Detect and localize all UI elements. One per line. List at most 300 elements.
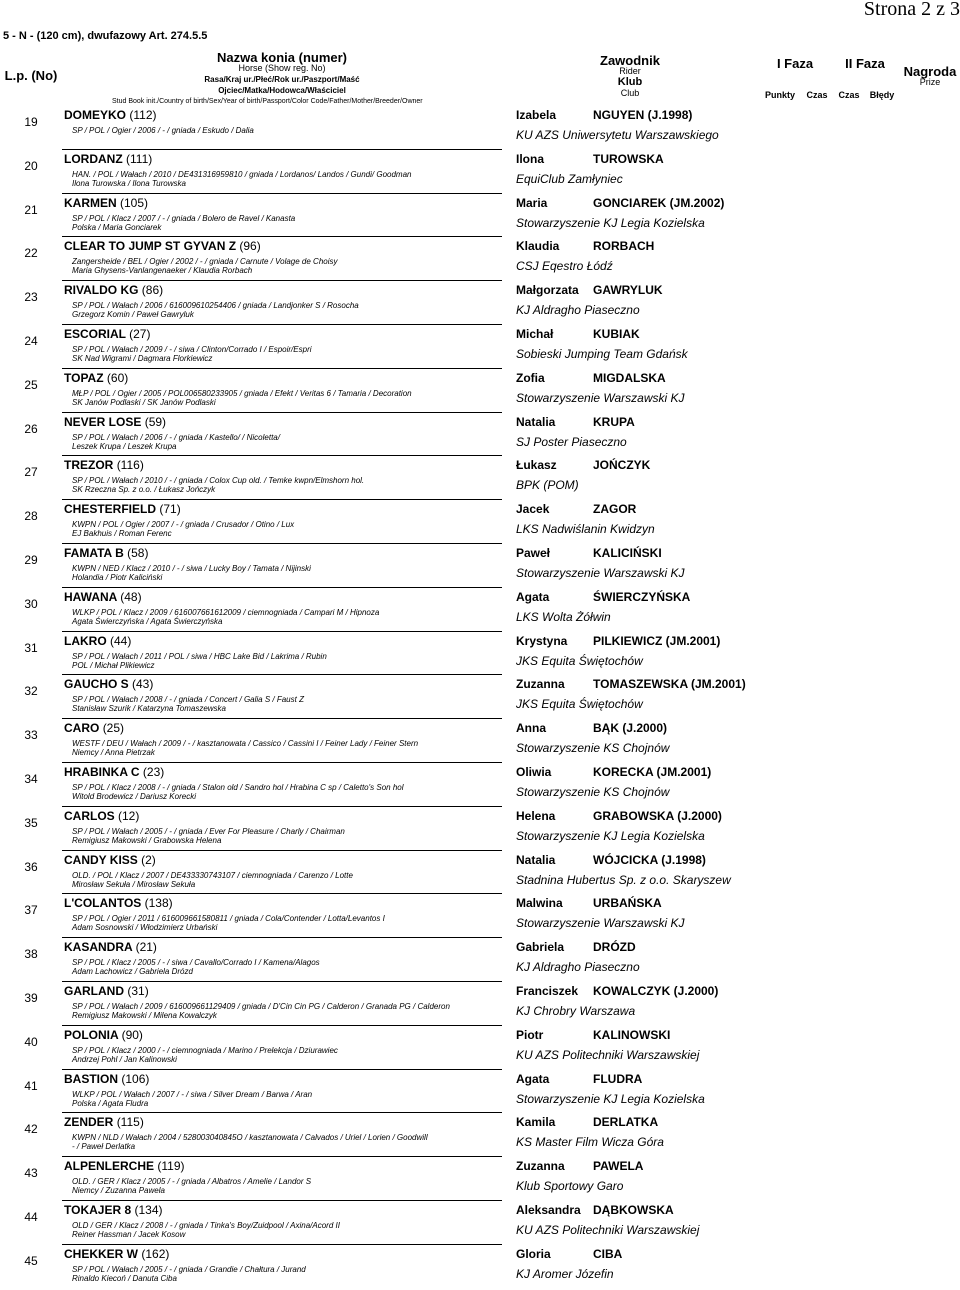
- horse-name-text: ALPENLERCHE: [64, 1159, 155, 1173]
- entry-row: [0, 195, 960, 239]
- rider-first-name: Natalia: [516, 415, 556, 429]
- horse-details: [72, 170, 502, 188]
- rider-first-name: Agata: [516, 590, 550, 604]
- horse-number: (12): [118, 809, 140, 823]
- rider-first-name: Gloria: [516, 1247, 551, 1261]
- horse-details-line2: Rinaldo Kiecoń / Danuta Ciba: [72, 1274, 177, 1283]
- entry-row: [0, 939, 960, 983]
- horse-header-title: Nazwa konia (numer): [216, 50, 348, 65]
- horse-details-line1: SP / POL / Ogier / 2006 / - / gniada / Eskudo / Dalia: [72, 126, 254, 135]
- horse-name-text: CLEAR TO JUMP ST GYVAN Z: [64, 239, 237, 253]
- horse-name: [64, 196, 148, 210]
- entry-number: 42: [24, 1122, 38, 1136]
- horse-details: [72, 1002, 502, 1020]
- horse-details-line2: SK Nad Wigrami / Dagmara Florkiewicz: [72, 354, 213, 363]
- row-divider: [62, 368, 502, 369]
- row-divider: [62, 1069, 502, 1070]
- horse-name: [64, 458, 144, 472]
- horse-name: [64, 809, 139, 823]
- rider-first-name: Gabriela: [516, 940, 565, 954]
- row-divider: [62, 1200, 502, 1201]
- horse-name: [64, 1028, 143, 1042]
- row-divider: [62, 149, 502, 150]
- row-divider: [62, 587, 502, 588]
- horse-name: [64, 940, 157, 954]
- entry-row: [0, 1158, 960, 1202]
- horse-name: [64, 677, 153, 691]
- entry-row: [0, 238, 960, 282]
- lp-header-label: L.p. (No): [4, 68, 58, 83]
- row-divider: [62, 850, 502, 851]
- horse-number: (27): [129, 327, 151, 341]
- entry-row: [0, 370, 960, 414]
- rider-first-name: Aleksandra: [516, 1203, 581, 1217]
- horse-name: [64, 590, 142, 604]
- entry-number: 22: [24, 246, 38, 260]
- rider-first-name: Klaudia: [516, 239, 560, 253]
- horse-details-line2: SK Janów Podlaski / SK Janów Podlaski: [72, 398, 216, 407]
- entry-row: [0, 501, 960, 545]
- horse-details-line2: Leszek Krupa / Leszek Krupa: [72, 442, 177, 451]
- rider-last-name: PAWELA: [593, 1159, 644, 1173]
- horse-details: [72, 476, 502, 494]
- horse-name-text: KARMEN: [64, 196, 117, 210]
- horse-details: [72, 345, 502, 363]
- horse-header-line3: Ojciec/Matka/Hodowca/Właściciel: [218, 86, 346, 95]
- rider-first-name: Paweł: [516, 546, 551, 560]
- phase2-label: II Faza: [845, 56, 885, 71]
- horse-name-text: GAUCHO S: [64, 677, 129, 691]
- horse-name: [64, 152, 152, 166]
- horse-details-line1: SP / POL / Wałach / 2005 / - / gniada / Grandie / Chałtura / Jurand: [72, 1265, 306, 1274]
- rider-club: JKS Equita Świętochów: [516, 697, 643, 711]
- horse-details-line2: Mirosław Sekuła / Mirosław Sekuła: [72, 880, 196, 889]
- horse-details-line2: Niemcy / Zuzanna Pawela: [72, 1186, 165, 1195]
- horse-details-line1: KWPN / NLD / Wałach / 2004 / 528003040845O / kasztanowata / Calvados / Uriel / Lorien / Goodwill: [72, 1133, 428, 1142]
- horse-details-line1: WLKP / POL / Wałach / 2007 / - / siwa / Silver Dream / Barwa / Aran: [72, 1090, 313, 1099]
- horse-number: (116): [116, 458, 144, 472]
- rider-club: Stowarzyszenie KJ Legia Kozielska: [516, 1092, 705, 1106]
- rider-first-name: Zofia: [516, 371, 545, 385]
- horse-name: [64, 108, 156, 122]
- horse-name-text: CANDY KISS: [64, 853, 138, 867]
- entry-number: 37: [24, 903, 38, 917]
- rider-first-name: Zuzanna: [516, 1159, 565, 1173]
- row-divider: [62, 543, 502, 544]
- row-divider: [62, 499, 502, 500]
- rider-club: KU AZS Politechniki Warszawskiej: [516, 1048, 700, 1062]
- entry-row: [0, 545, 960, 589]
- row-divider: [62, 981, 502, 982]
- rider-club: EquiClub Zamłyniec: [516, 172, 623, 186]
- horse-details-line1: KWPN / POL / Ogier / 2007 / - / gniada / Crusador / Otino / Lux: [72, 520, 295, 529]
- rider-last-name: RORBACH: [593, 239, 655, 253]
- horse-details-line2: Polska / Maria Gonciarek: [72, 223, 162, 232]
- horse-number: (21): [135, 940, 157, 954]
- rider-last-name: JOŃCZYK: [593, 458, 651, 472]
- rider-club: JKS Equita Świętochów: [516, 654, 643, 668]
- entry-number: 24: [24, 334, 38, 348]
- rider-club: Stowarzyszenie Warszawski KJ: [516, 566, 685, 580]
- horse-name-text: CHEKKER W: [64, 1247, 138, 1261]
- row-divider: [62, 631, 502, 632]
- rider-club: Stowarzyszenie KJ Legia Kozielska: [516, 829, 705, 843]
- rider-last-name: WÓJCICKA (J.1998): [593, 853, 706, 867]
- entry-number: 19: [24, 115, 38, 129]
- entry-number: 21: [24, 203, 38, 217]
- horse-number: (86): [141, 283, 164, 297]
- horse-name: [64, 239, 261, 253]
- entry-row: [0, 457, 960, 501]
- horse-details-line2: Adam Sosnowski / Włodzimierz Urbański: [72, 923, 218, 932]
- entry-row: [0, 1202, 960, 1246]
- club-header-title: Klub: [617, 76, 643, 88]
- horse-name: [64, 634, 131, 648]
- horse-details: [72, 914, 502, 932]
- horse-details-line1: KWPN / NED / Klacz / 2010 / - / siwa / Lucky Boy / Tamata / Nijinski: [72, 564, 311, 573]
- rider-last-name: DERLATKA: [593, 1115, 659, 1129]
- rider-first-name: Piotr: [516, 1028, 544, 1042]
- rider-last-name: KRUPA: [593, 415, 635, 429]
- rider-last-name: KOWALCZYK (J.2000): [593, 984, 719, 998]
- rider-first-name: Jacek: [516, 502, 550, 516]
- horse-number: (31): [127, 984, 149, 998]
- entry-row: [0, 764, 960, 808]
- rider-last-name: NGUYEN (J.1998): [593, 108, 693, 122]
- horse-name: [64, 853, 156, 867]
- page-number: Strona 2 z 3: [863, 0, 960, 20]
- horse-details-line1: SP / POL / Wałach / 2005 / - / gniada / Ever For Pleasure / Charly / Chairman: [72, 827, 345, 836]
- rider-club: LKS Nadwiślanin Kwidzyn: [516, 522, 655, 536]
- horse-details-line1: WLKP / POL / Klacz / 2009 / 616007661612009 / ciemnogniada / Campari M / Hipnoza: [72, 608, 380, 617]
- rider-club: BPK (POM): [516, 478, 579, 492]
- rider-last-name: GAWRYLUK: [593, 283, 663, 297]
- horse-details: [72, 257, 502, 275]
- row-divider: [62, 1025, 502, 1026]
- entry-number: 33: [24, 728, 38, 742]
- horse-number: (60): [106, 371, 129, 385]
- czas1-label: Czas: [806, 90, 828, 100]
- rider-last-name: DRÓZD: [593, 940, 636, 954]
- horse-name-text: HRABINKA C: [64, 765, 140, 779]
- horse-details: [72, 608, 502, 626]
- phase2-header: [832, 58, 898, 69]
- rider-club: Stowarzyszenie KS Chojnów: [516, 785, 670, 799]
- horse-details-line1: SP / POL / Wałach / 2006 / 616009610254406 / gniada / Landjonker S / Rosocha: [72, 301, 359, 310]
- prize-title: Nagroda: [903, 64, 957, 79]
- horse-number: (44): [110, 634, 132, 648]
- rider-last-name: TUROWSKA: [593, 152, 664, 166]
- rider-last-name: GRABOWSKA (J.2000): [593, 809, 722, 823]
- horse-details: [72, 520, 502, 538]
- horse-details: [72, 214, 502, 232]
- rider-first-name: Ilona: [516, 152, 545, 166]
- row-divider: [62, 412, 502, 413]
- horse-name-text: L'COLANTOS: [64, 896, 142, 910]
- horse-name-text: KASANDRA: [64, 940, 133, 954]
- horse-number: (111): [126, 152, 153, 166]
- horse-details-line1: SP / POL / Klacz / 2000 / - / ciemnogniada / Marino / Prelekcja / Dziurawiec: [72, 1046, 338, 1055]
- entry-row: [0, 1071, 960, 1115]
- horse-details-line1: OLD. / GER / Klacz / 2005 / - / gniada / Albatros / Amelie / Landor S: [72, 1177, 312, 1186]
- bledy-label: Błędy: [869, 90, 895, 100]
- horse-details-line2: Grzegorz Komin / Paweł Gawryluk: [72, 310, 194, 319]
- horse-name: [64, 371, 128, 385]
- horse-header: [62, 52, 502, 107]
- horse-name-text: POLONIA: [64, 1028, 119, 1042]
- entry-number: 27: [24, 465, 38, 479]
- entry-number: 41: [24, 1079, 38, 1093]
- rider-club: Klub Sportowy Garo: [516, 1179, 624, 1193]
- entry-row: [0, 151, 960, 195]
- horse-details-line2: Niemcy / Anna Pietrzak: [72, 748, 155, 757]
- horse-number: (25): [102, 721, 125, 735]
- horse-name: [64, 1115, 144, 1129]
- horse-details: [72, 1133, 502, 1151]
- horse-name: [64, 1072, 149, 1086]
- horse-name: [64, 1159, 184, 1173]
- rider-last-name: URBAŃSKA: [593, 896, 662, 910]
- row-divider: [62, 893, 502, 894]
- entry-number: 45: [24, 1254, 38, 1268]
- horse-name-text: LAKRO: [64, 634, 107, 648]
- horse-name: [64, 415, 166, 429]
- rider-last-name: DĄBKOWSKA: [593, 1203, 674, 1217]
- horse-number: (119): [157, 1159, 185, 1173]
- horse-number: (58): [127, 546, 149, 560]
- horse-details: [72, 1046, 502, 1064]
- entry-number: 23: [24, 290, 38, 304]
- entry-row: [0, 282, 960, 326]
- rider-last-name: ŚWIERCZYŃSKA: [593, 590, 691, 604]
- entry-row: [0, 326, 960, 370]
- punkty-label: Punkty: [764, 90, 795, 100]
- horse-number: (59): [144, 415, 167, 429]
- rider-first-name: Helena: [516, 809, 556, 823]
- horse-name: [64, 327, 150, 341]
- rider-club: KJ Aldragho Piaseczno: [516, 303, 640, 317]
- horse-details: [72, 1090, 502, 1108]
- entry-number: 26: [24, 422, 38, 436]
- rider-last-name: GONCIAREK (JM.2002): [593, 196, 725, 210]
- rider-club: Stowarzyszenie Warszawski KJ: [516, 391, 685, 405]
- rider-club: KJ Aromer Józefin: [516, 1267, 614, 1281]
- rider-last-name: PILKIEWICZ (JM.2001): [593, 634, 721, 648]
- entry-row: [0, 983, 960, 1027]
- horse-details-line1: WESTF / DEU / Wałach / 2009 / - / kasztanowata / Cassico / Cassini I / Feiner Lady / Feiner Stern: [72, 739, 419, 748]
- horse-details-line1: OLD / GER / Klacz / 2008 / - / gniada / Tinka's Boy/Zuidpool / Axina/Acord II: [72, 1221, 340, 1230]
- bledy-header: [864, 88, 900, 101]
- horse-details: [72, 389, 502, 407]
- horse-details-line2: Witold Brodewicz / Dariusz Korecki: [72, 792, 196, 801]
- rider-last-name: KUBIAK: [593, 327, 640, 341]
- horse-details-line1: SP / POL / Wałach / 2011 / POL / siwa / HBC Lake Bid / Lakrima / Rubin: [72, 652, 327, 661]
- rider-first-name: Natalia: [516, 853, 556, 867]
- horse-details-line1: OLD. / POL / Klacz / 2007 / DE433330743107 / ciemnogniada / Carenzo / Lotte: [72, 871, 353, 880]
- row-divider: [62, 1156, 502, 1157]
- rider-first-name: Michał: [516, 327, 554, 341]
- row-divider: [62, 937, 502, 938]
- horse-details-line2: Stanisław Szurik / Katarzyna Tomaszewska: [72, 704, 226, 713]
- horse-details-line1: MŁP / POL / Ogier / 2005 / POL006580233905 / gniada / Efekt / Veritas 6 / Tamaria / Decoration: [72, 389, 412, 398]
- horse-details: [72, 783, 502, 801]
- entry-number: 34: [24, 772, 38, 786]
- rider-club: KJ Chrobry Warszawa: [516, 1004, 636, 1018]
- rider-club: LKS Wolta Żółwin: [516, 610, 611, 624]
- horse-details-line1: Zangersheide / BEL / Ogier / 2002 / - / gniada / Carnute / Volage de Choisy: [72, 257, 338, 266]
- rider-first-name: Krystyna: [516, 634, 568, 648]
- horse-name-text: ZENDER: [64, 1115, 114, 1129]
- horse-details-line2: Reiner Hassman / Jacek Kosow: [72, 1230, 186, 1239]
- row-divider: [62, 806, 502, 807]
- czas2-label: Czas: [838, 90, 860, 100]
- horse-details-line1: SP / POL / Ogier / 2011 / 616009661580811 / gniada / Cola/Contender / Lotta/Levantos I: [72, 914, 385, 923]
- lp-header: [0, 70, 62, 81]
- row-divider: [62, 762, 502, 763]
- horse-number: (138): [144, 896, 173, 910]
- horse-number: (90): [121, 1028, 143, 1042]
- horse-number: (115): [116, 1115, 144, 1129]
- horse-details: [72, 433, 502, 451]
- prize-en: Prize: [919, 77, 941, 87]
- horse-name: [64, 896, 173, 910]
- horse-name-text: TREZOR: [64, 458, 114, 472]
- entry-number: 36: [24, 860, 38, 874]
- horse-details-line1: SP / POL / Wałach / 2009 / 616009661129409 / gniada / D'Cin Cin PG / Calderon / Granada PG / Calderon: [72, 1002, 450, 1011]
- entry-number: 43: [24, 1166, 38, 1180]
- rider-first-name: Izabela: [516, 108, 557, 122]
- rider-first-name: Anna: [516, 721, 546, 735]
- horse-details: [72, 564, 502, 582]
- horse-header-line2: Rasa/Kraj ur./Płeć/Rok ur./Paszport/Maść: [204, 75, 360, 84]
- horse-name-text: RIVALDO KG: [64, 283, 139, 297]
- horse-name-text: LORDANZ: [64, 152, 123, 166]
- horse-details-line1: SP / POL / Wałach / 2008 / - / gniada / Concert / Galia S / Faust Z: [72, 695, 304, 704]
- phase1-header: [758, 58, 832, 69]
- row-divider: [62, 324, 502, 325]
- entry-number: 30: [24, 597, 38, 611]
- horse-details-line2: Adam Lachowicz / Gabriela Drózd: [72, 967, 193, 976]
- rider-club: Stowarzyszenie KJ Legia Kozielska: [516, 216, 705, 230]
- horse-number: (96): [239, 239, 261, 253]
- horse-details: [72, 1265, 502, 1283]
- czas2-header: [834, 88, 864, 101]
- row-divider: [62, 1112, 502, 1113]
- horse-details-line1: SP / POL / Wałach / 2010 / - / gniada / Colox Cup old. / Temke kwpn/Elmshorn hol.: [72, 476, 365, 485]
- rider-header-en: Rider: [619, 66, 641, 76]
- horse-name-text: CHESTERFIELD: [64, 502, 157, 516]
- rider-club: SJ Poster Piaseczno: [516, 435, 627, 449]
- entry-row: [0, 589, 960, 633]
- rider-last-name: TOMASZEWSKA (JM.2001): [593, 677, 746, 691]
- horse-details-line2: Holandia / Piotr Kaliciński: [72, 573, 163, 582]
- row-divider: [62, 674, 502, 675]
- czas1-header: [802, 88, 832, 101]
- horse-details-line2: Maria Ghysens-Vanlangenaeker / Klaudia Rorbach: [72, 266, 253, 275]
- horse-name-text: DOMEYKO: [64, 108, 127, 122]
- horse-name: [64, 765, 164, 779]
- entry-number: 28: [24, 509, 38, 523]
- entry-number: 44: [24, 1210, 38, 1224]
- horse-details: [72, 739, 502, 757]
- horse-details-line1: HAN. / POL / Wałach / 2010 / DE431316959810 / gniada / Lordanos/ Landos / Gundi/ Goodman: [72, 170, 412, 179]
- horse-details: [72, 958, 502, 976]
- horse-number: (23): [142, 765, 165, 779]
- horse-details: [72, 1177, 502, 1195]
- horse-details-line2: Agata Świerczyńska / Agata Świerczyńska: [72, 617, 223, 626]
- horse-number: (2): [141, 853, 156, 867]
- horse-name-text: NEVER LOSE: [64, 415, 142, 429]
- horse-name-text: BASTION: [64, 1072, 118, 1086]
- rider-club: CSJ Eqestro Łódź: [516, 259, 613, 273]
- horse-details-line1: SP / POL / Klacz / 2008 / - / gniada / Stalon old / Sandro hol / Hrabina C sp / Caletto's Son hol: [72, 783, 404, 792]
- row-divider: [62, 455, 502, 456]
- entry-number: 32: [24, 684, 38, 698]
- horse-number: (105): [120, 196, 149, 210]
- horse-details-line2: Polska / Agata Fludra: [72, 1099, 149, 1108]
- phase1-label: I Faza: [776, 56, 814, 71]
- entry-row: [0, 676, 960, 720]
- rider-first-name: Franciszek: [516, 984, 579, 998]
- horse-name: [64, 984, 149, 998]
- rider-club: KU AZS Politechniki Warszawskiej: [516, 1223, 700, 1237]
- horse-number: (162): [141, 1247, 170, 1261]
- horse-details: [72, 652, 502, 670]
- entry-number: 25: [24, 378, 38, 392]
- horse-number: (112): [129, 108, 157, 122]
- entry-row: [0, 107, 960, 151]
- horse-details-line2: Remigiusz Makowski / Grabowska Helena: [72, 836, 222, 845]
- horse-number: (43): [132, 677, 154, 691]
- horse-details-line2: Remigiusz Makowski / Milena Kowalczyk: [72, 1011, 217, 1020]
- horse-details-line2: POL / Michał Plikiewicz: [72, 661, 155, 670]
- horse-number: (134): [134, 1203, 163, 1217]
- horse-name-text: TOKAJER 8: [64, 1203, 132, 1217]
- row-divider: [62, 1244, 502, 1245]
- horse-name-text: CARLOS: [64, 809, 115, 823]
- horse-details-line1: SP / POL / Klacz / 2005 / - / siwa / Cavallo/Corrado I / Kamena/Alagos: [72, 958, 320, 967]
- horse-name-text: TOPAZ: [64, 371, 104, 385]
- rider-last-name: FLUDRA: [593, 1072, 643, 1086]
- rider-club: Stowarzyszenie KS Chojnów: [516, 741, 670, 755]
- rider-last-name: BĄK (J.2000): [593, 721, 668, 735]
- horse-details-line1: SP / POL / Klacz / 2007 / - / gniada / Bolero de Ravel / Kanasta: [72, 214, 296, 223]
- rider-last-name: KALICIŃSKI: [593, 546, 662, 560]
- horse-name-text: FAMATA B: [64, 546, 124, 560]
- rider-club: Stowarzyszenie Warszawski KJ: [516, 916, 685, 930]
- row-divider: [62, 193, 502, 194]
- rider-club: Stadnina Hubertus Sp. z o.o. Skaryszew: [516, 873, 731, 887]
- horse-name-text: HAWANA: [64, 590, 117, 604]
- horse-details: [72, 827, 502, 845]
- horse-details-line2: - / Paweł Derlatka: [72, 1142, 136, 1151]
- rider-first-name: Zuzanna: [516, 677, 565, 691]
- rider-club: Sobieski Jumping Team Gdańsk: [516, 347, 688, 361]
- horse-details-line1: SP / POL / Wałach / 2006 / - / gniada / Kastello/ / Nicoletta/: [72, 433, 280, 442]
- horse-details-line2: Ilona Turowska / Ilona Turowska: [72, 179, 186, 188]
- horse-name: [64, 283, 163, 297]
- horse-name-text: GARLAND: [64, 984, 124, 998]
- horse-name: [64, 1203, 163, 1217]
- entry-number: 31: [24, 641, 38, 655]
- entry-number: 20: [24, 159, 38, 173]
- entry-row: [0, 895, 960, 939]
- entry-number: 39: [24, 991, 38, 1005]
- rider-club: KS Master Film Wicza Góra: [516, 1135, 664, 1149]
- entry-row: [0, 1246, 960, 1290]
- horse-number: (106): [121, 1072, 150, 1086]
- row-divider: [62, 718, 502, 719]
